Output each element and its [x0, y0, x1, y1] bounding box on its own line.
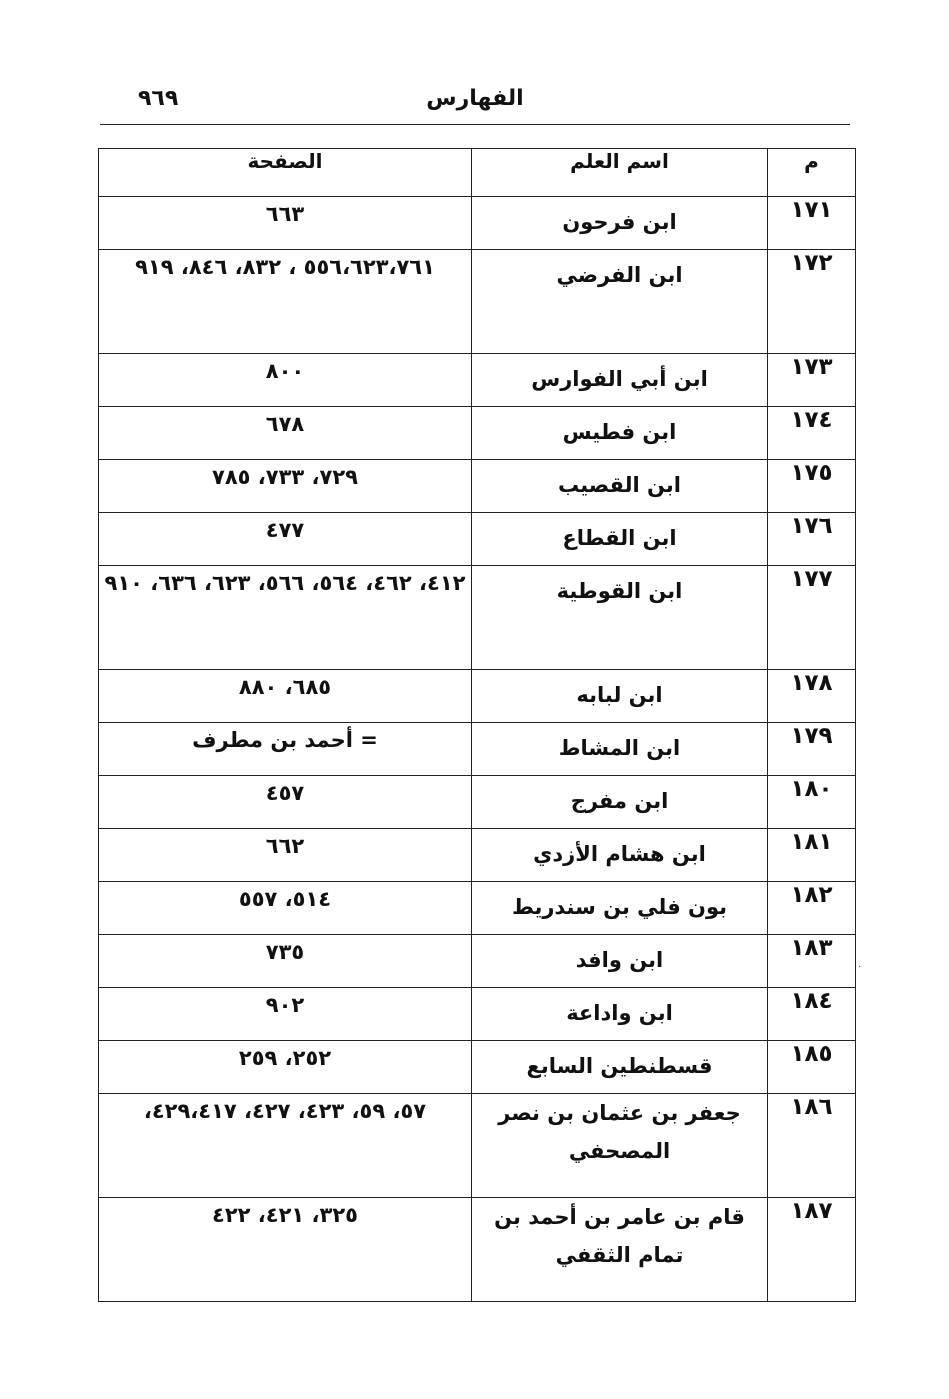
person-name: ابن القوطية: [472, 566, 768, 670]
person-name: ابن فطيس: [472, 407, 768, 460]
row-number: ١٧٤: [768, 407, 856, 460]
person-name: [472, 1198, 768, 1302]
page-references: ٣٢٥، ٤٢١، ٤٢٢: [99, 1198, 472, 1302]
row-number: ١٧٦: [768, 513, 856, 566]
page-references: ٤٥٧: [99, 776, 472, 829]
page-references: ٥٥٦،٦٢٣،٧٦١ ، ٨٣٢، ٨٤٦، ٩١٩: [99, 250, 472, 354]
page-references: ٤١٢، ٤٦٢، ٥٦٤، ٥٦٦، ٦٢٣، ٦٣٦، ٩١٠: [99, 566, 472, 670]
person-name: ابن واداعة: [472, 988, 768, 1041]
table-row: [99, 1198, 856, 1302]
column-header-pages: الصفحة: [99, 149, 472, 197]
row-number: ١٨٢: [768, 882, 856, 935]
page-references: ٢٥٢، ٢٥٩: [99, 1041, 472, 1094]
person-name: ابن هشام الأزدي: [472, 829, 768, 882]
person-name-text: جعفر بن عثمان بن نصر المصحفي: [498, 1101, 741, 1163]
row-number: ١٨٧: [768, 1198, 856, 1302]
table-row: [99, 776, 856, 829]
page-references: = أحمد بن مطرف: [99, 723, 472, 776]
row-number: ١٧٧: [768, 566, 856, 670]
page-references: ٤٧٧: [99, 513, 472, 566]
row-number: ١٨٣: [768, 935, 856, 988]
table-row: [99, 935, 856, 988]
table-row: [99, 566, 856, 670]
row-number: ١٨٥: [768, 1041, 856, 1094]
row-number: ١٧٨: [768, 670, 856, 723]
page-references: ٧٢٩، ٧٣٣، ٧٨٥: [99, 460, 472, 513]
page-header: [100, 82, 850, 125]
person-name: بون فلي بن سندريط: [472, 882, 768, 935]
page-references: ٦٨٥، ٨٨٠: [99, 670, 472, 723]
section-title: الفهارس: [426, 86, 524, 111]
page-references: ٦٦٣: [99, 197, 472, 250]
scan-mark: ·: [858, 962, 862, 973]
table-row: [99, 1041, 856, 1094]
row-number: ١٧٥: [768, 460, 856, 513]
row-number: ١٨١: [768, 829, 856, 882]
table-row: [99, 197, 856, 250]
person-name: ابن المشاط: [472, 723, 768, 776]
person-name: قسطنطين السابع: [472, 1041, 768, 1094]
row-number: ١٧٢: [768, 250, 856, 354]
page-references: ٩٠٢: [99, 988, 472, 1041]
table-row: [99, 988, 856, 1041]
page-references: ٨٠٠: [99, 354, 472, 407]
person-name: ابن مفرج: [472, 776, 768, 829]
person-name: ابن وافد: [472, 935, 768, 988]
row-number: ١٧١: [768, 197, 856, 250]
page-references: ٦٧٨: [99, 407, 472, 460]
person-name: ابن أبي الفوارس: [472, 354, 768, 407]
table-row: [99, 407, 856, 460]
person-name: [472, 1094, 768, 1198]
row-number: ١٧٣: [768, 354, 856, 407]
page-references: ٦٦٢: [99, 829, 472, 882]
table-row: [99, 460, 856, 513]
column-header-number: م: [768, 149, 856, 197]
person-name-text: قام بن عامر بن أحمد بن تمام الثقفي: [494, 1205, 745, 1267]
row-number: ١٨٦: [768, 1094, 856, 1198]
page-number: ٩٦٩: [138, 86, 179, 111]
page-references: ٥٧، ٥٩، ٤٢٣، ٤٢٧، ٤٢٩،٤١٧،: [99, 1094, 472, 1198]
row-number: ١٧٩: [768, 723, 856, 776]
person-name: ابن الفرضي: [472, 250, 768, 354]
person-name: ابن القصيب: [472, 460, 768, 513]
names-index-table: [98, 148, 856, 1302]
page-references: ٥١٤، ٥٥٧: [99, 882, 472, 935]
table-row: [99, 829, 856, 882]
table-row: [99, 1094, 856, 1198]
table-row: [99, 250, 856, 354]
person-name: ابن القطاع: [472, 513, 768, 566]
table-row: [99, 354, 856, 407]
table-row: [99, 882, 856, 935]
table-row: [99, 723, 856, 776]
table-row: [99, 670, 856, 723]
person-name: ابن فرحون: [472, 197, 768, 250]
table-row: [99, 513, 856, 566]
column-header-name: اسم العلم: [472, 149, 768, 197]
page-references: ٧٣٥: [99, 935, 472, 988]
row-number: ١٨٠: [768, 776, 856, 829]
row-number: ١٨٤: [768, 988, 856, 1041]
person-name: ابن لبابه: [472, 670, 768, 723]
